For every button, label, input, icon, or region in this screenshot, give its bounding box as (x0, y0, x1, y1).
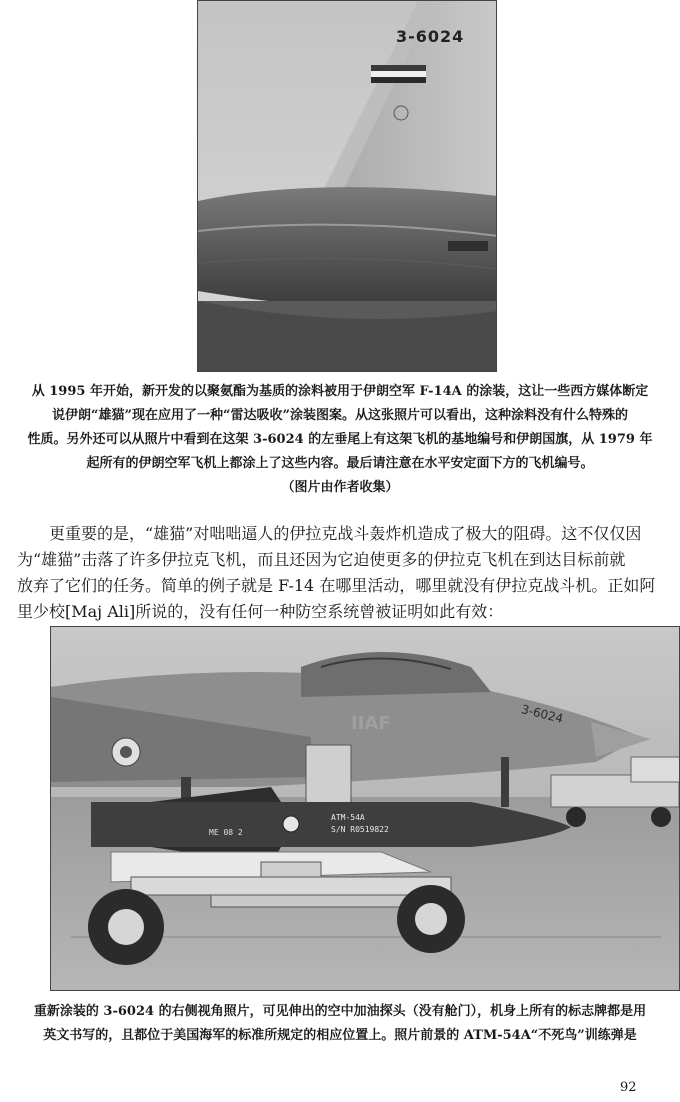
caption2-line: 重新涂装的 3-6024 的右侧视角照片，可见伸出的空中加油探头（没有舱门），机身上所有的标志牌都是用 (33, 1004, 647, 1019)
body-line: 更重要的是，“雄猫”对咄咄逼人的伊拉克战斗轰炸机造成了极大的阻碍。这不仅仅因 (49, 524, 642, 543)
body-line: 放弃了它们的任务。简单的例子就是 F-14 在哪里活动，哪里就没有伊拉克战斗机。正如阿 (17, 576, 656, 595)
caption1-line: 说伊朗“雄猫”现在应用了一种“雷达吸收”涂装图案。从这张照片可以看出，这种涂料没有什么特殊的 (52, 408, 628, 423)
tail-number-text: 3-6024 (396, 27, 465, 46)
fuselage-marking-text: IIAF (351, 713, 391, 734)
photo1-credit: （图片由作者收集） (281, 480, 399, 495)
tail-fin-photo (197, 0, 497, 372)
page-number: 92 (620, 1080, 637, 1095)
caption1-line: 起所有的伊朗空军飞机上都涂上了这些内容。最后请注意在水平安定面下方的飞机编号。 (86, 456, 594, 471)
body-line: 里少校[Maj Ali]所说的，没有任何一种防空系统曾被证明如此有效： (17, 602, 504, 621)
f14-missile-illustration (51, 627, 680, 991)
photo1-caption (14, 380, 666, 476)
caption1-line: 从 1995 年开始，新开发的以聚氨酯为基质的涂料被用于伊朗空军 F-14A 的涂装，这让一些西方媒体断定 (31, 384, 649, 399)
caption2-line: 英文书写的，且都位于美国海军的标准所规定的相应位置上。照片前景的 ATM-54A“不死鸟”训练弹是 (43, 1028, 637, 1043)
body-paragraph (17, 521, 667, 625)
body-line: 为“雄猫”击落了许多伊拉克飞机，而且还因为它迫使更多的伊拉克飞机在到达目标前就 (17, 550, 626, 569)
photo2-caption (14, 1000, 666, 1048)
nose-number-text: 3-6024 (519, 702, 565, 726)
missile-serial-text: S/N R0519822 (331, 825, 389, 834)
f14-missile-photo (50, 626, 680, 991)
caption1-line: 性质。另外还可以从照片中看到在这架 3-6024 的左垂尾上有这架飞机的基地编号和伊朗国旗，从 1979 年 (27, 432, 653, 447)
missile-designation-text: ATM-54A (331, 813, 365, 822)
tail-fin-illustration (198, 1, 497, 372)
missile-code-text: ME 08 2 (209, 828, 243, 837)
